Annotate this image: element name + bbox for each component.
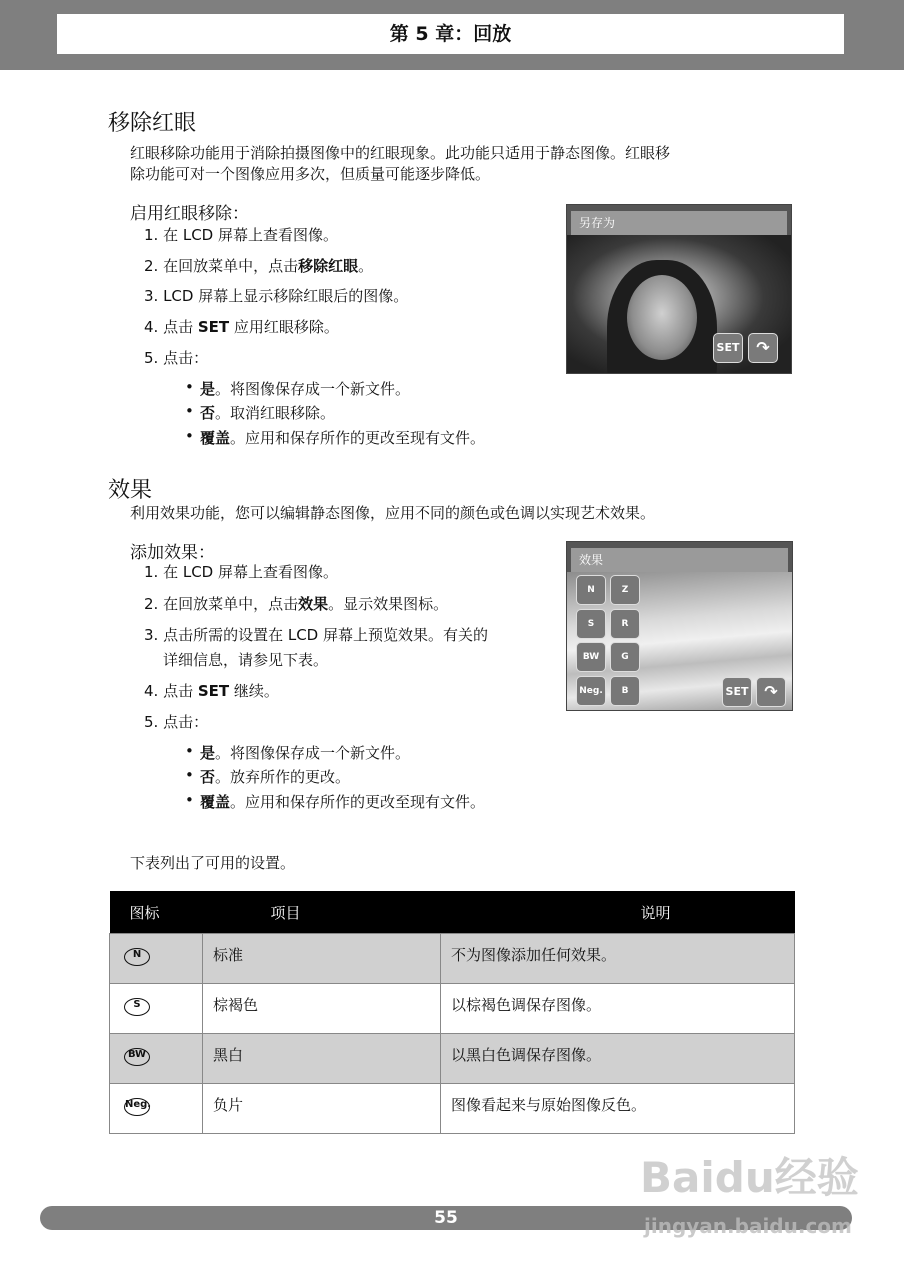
lcd-screen-save-as xyxy=(566,204,792,374)
bullet-item: • 覆盖。应用和保存所作的更改至现有文件。 xyxy=(200,427,485,448)
step-item: 详细信息，请参见下表。 xyxy=(163,651,329,669)
bullet-item: • 覆盖。应用和保存所作的更改至现有文件。 xyxy=(200,791,485,812)
step-item: 3. LCD 屏幕上显示移除红眼后的图像。 xyxy=(144,287,409,305)
step-item: 5. 点击： xyxy=(144,349,209,367)
col-header-item: 项目 xyxy=(203,891,441,934)
set-button[interactable]: SET xyxy=(722,677,752,707)
table-header-row xyxy=(110,891,795,934)
effect-bw-icon[interactable]: BW xyxy=(576,642,606,672)
table-cell-desc: 不为图像添加任何效果。 xyxy=(451,946,617,964)
bullet-item: • 是。将图像保存成一个新文件。 xyxy=(200,742,410,763)
table-cell-desc: 以棕褐色调保存图像。 xyxy=(451,996,602,1014)
effect-blue-icon[interactable]: B xyxy=(610,676,640,706)
effect-negative-icon[interactable]: Neg. xyxy=(576,676,606,706)
section-desc-red-eye-line1: 红眼移除功能用于消除拍摄图像中的红眼现象。此功能只适用于静态图像。红眼移 xyxy=(130,144,671,162)
step-item: 1. 在 LCD 屏幕上查看图像。 xyxy=(144,563,338,581)
effect-sepia-icon: S xyxy=(124,998,150,1016)
table-cell-item: 棕褐色 xyxy=(213,996,259,1014)
section-desc-red-eye-line2: 除功能可对一个图像应用多次，但质量可能逐步降低。 xyxy=(130,165,491,183)
lcd-screen-effects xyxy=(566,541,793,711)
subtitle-enable-red-eye: 启用红眼移除： xyxy=(130,204,249,224)
section-title-red-eye: 移除红眼 xyxy=(108,111,197,136)
table-row xyxy=(110,1034,795,1084)
bullet-item: • 否。取消红眼移除。 xyxy=(200,402,335,423)
table-row xyxy=(110,934,795,984)
step-item: 2. 在回放菜单中，点击移除红眼。 xyxy=(144,257,374,275)
effect-extra-icon[interactable]: Z xyxy=(610,575,640,605)
table-cell-desc: 图像看起来与原始图像反色。 xyxy=(451,1096,647,1114)
set-button[interactable]: SET xyxy=(713,333,743,363)
screen-title-bar: 另存为 xyxy=(571,211,787,235)
step-item: 4. 点击 SET 继续。 xyxy=(144,682,279,700)
step-item: 5. 点击： xyxy=(144,713,209,731)
table-row xyxy=(110,1084,795,1134)
next-arrow-icon[interactable]: ↷ xyxy=(756,677,786,707)
bullet-item: • 否。放弃所作的更改。 xyxy=(200,766,350,787)
effects-table xyxy=(109,891,795,1134)
screen-title-bar: 效果 xyxy=(571,548,788,572)
page-number: 55 xyxy=(40,1206,852,1230)
table-row xyxy=(110,984,795,1034)
section-title-effects: 效果 xyxy=(108,478,153,503)
photo-face xyxy=(627,275,697,360)
subtitle-add-effect: 添加效果： xyxy=(130,543,215,563)
step-item: 4. 点击 SET 应用红眼移除。 xyxy=(144,318,339,336)
next-arrow-icon[interactable]: ↷ xyxy=(748,333,778,363)
table-intro: 下表列出了可用的设置。 xyxy=(130,854,296,872)
bullet-item: • 是。将图像保存成一个新文件。 xyxy=(200,378,410,399)
section-desc-effects: 利用效果功能，您可以编辑静态图像，应用不同的颜色或色调以实现艺术效果。 xyxy=(130,504,656,522)
step-item: 1. 在 LCD 屏幕上查看图像。 xyxy=(144,226,338,244)
step-item: 3. 点击所需的设置在 LCD 屏幕上预览效果。有关的 xyxy=(144,626,488,644)
effect-normal-icon[interactable]: N xyxy=(576,575,606,605)
effect-negative-icon: Neg. xyxy=(124,1098,150,1116)
chapter-title: 第 5 章：回放 xyxy=(57,14,844,54)
watermark-logo: Baidu经验 xyxy=(640,1153,859,1202)
col-header-desc: 说明 xyxy=(441,891,795,934)
table-cell-item: 标准 xyxy=(213,946,244,964)
watermark-url: jingyan.baidu.com xyxy=(644,1214,852,1238)
step-item: 2. 在回放菜单中，点击效果。显示效果图标。 xyxy=(144,595,449,613)
col-header-icon: 图标 xyxy=(110,891,203,934)
effect-normal-icon: N xyxy=(124,948,150,966)
effect-red-icon[interactable]: R xyxy=(610,609,640,639)
table-cell-item: 黑白 xyxy=(213,1046,244,1064)
effect-green-icon[interactable]: G xyxy=(610,642,640,672)
table-cell-item: 负片 xyxy=(213,1096,244,1114)
effect-sepia-icon[interactable]: S xyxy=(576,609,606,639)
effect-bw-icon: BW xyxy=(124,1048,150,1066)
table-cell-desc: 以黑白色调保存图像。 xyxy=(451,1046,602,1064)
